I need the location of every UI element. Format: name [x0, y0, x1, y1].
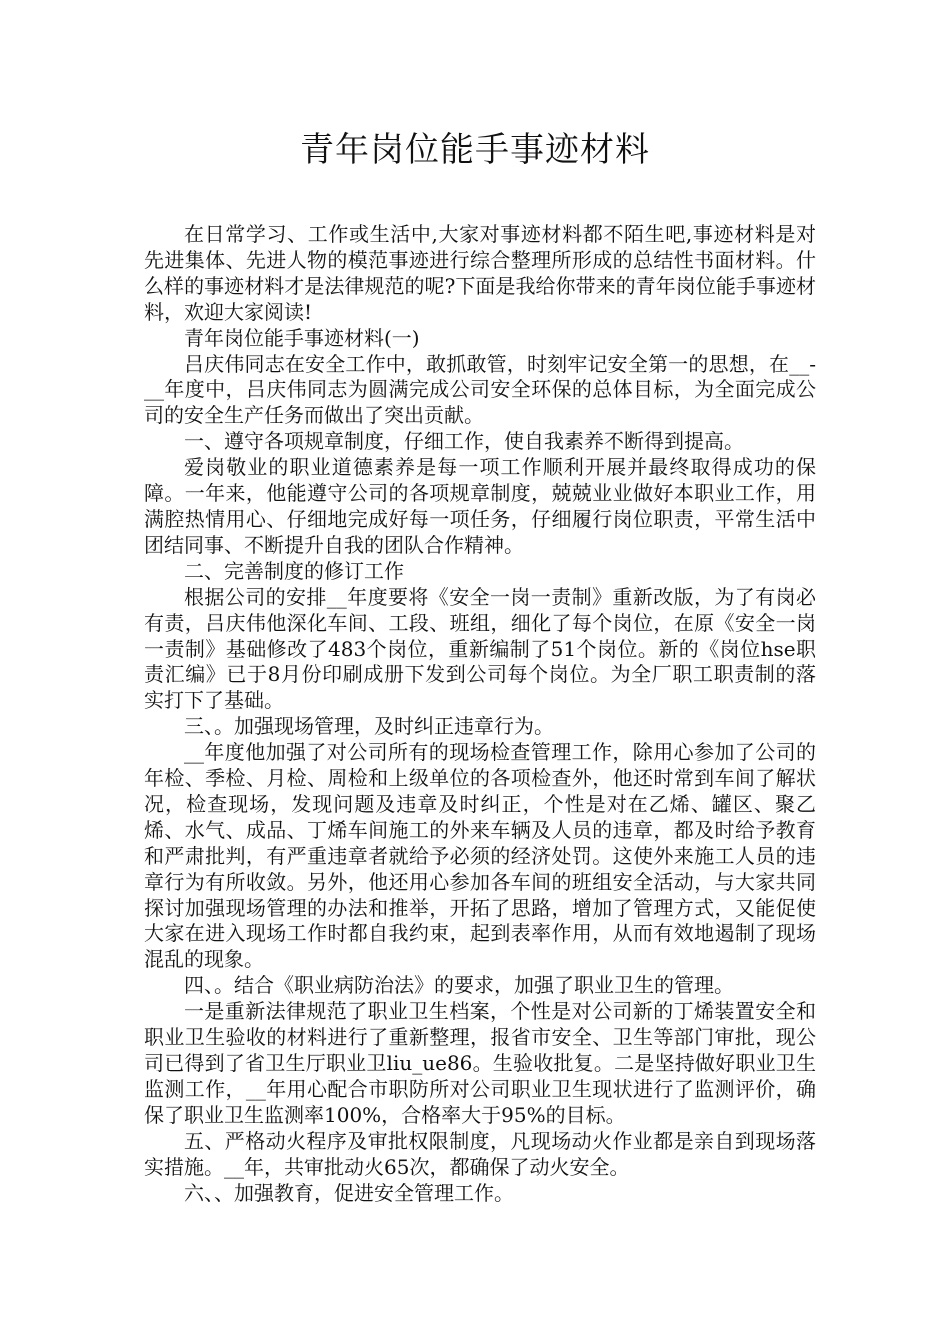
paragraph-intro: 在日常学习、工作或生活中,大家对事迹材料都不陌生吧,事迹材料是对先进集体、先进人物的模范事迹进行综合整理所形成的总结性书面材料。什么样的事迹材料才是法律规范的呢?下面是我给你带来的青年岗位能手事迹材料，欢迎大家阅读! — [144, 222, 816, 324]
paragraph-point-4: 一是重新法律规范了职业卫生档案，个性是对公司新的丁烯装置安全和职业卫生验收的材料进行了重新整理，报省市安全、卫生等部门审批，现公司已得到了省卫生厅职业卫liu_ue86。生验收批复。二是坚持做好职业卫生监测工作，__年用心配合市职防所对公司职业卫生现状进行了监测评价，确保了职业卫生监测率100%，合格率大于95%的目标。 — [144, 999, 816, 1127]
document-title: 青年岗位能手事迹材料 — [300, 130, 650, 170]
paragraph-summary: 吕庆伟同志在安全工作中，敢抓敢管，时刻牢记安全第一的思想，在__-__年度中，吕庆伟同志为圆满完成公司安全环保的总体目标，为全面完成公司的安全生产任务而做出了突出贡献。 — [144, 351, 816, 428]
heading-point-6: 六、、加强教育，促进安全管理工作。 — [184, 1180, 514, 1205]
heading-point-2: 二、完善制度的修订工作 — [184, 558, 404, 583]
heading-point-4: 四、。结合《职业病防治法》的要求，加强了职业卫生的管理。 — [184, 973, 734, 998]
heading-point-3: 三、。加强现场管理，及时纠正违章行为。 — [184, 714, 554, 739]
paragraph-point-2: 根据公司的安排__年度要将《安全一岗一责制》重新改版，为了有岗必有责，吕庆伟他深化车间、工段、班组，细化了每个岗位，在原《安全一岗一责制》基础修改了483个岗位，重新编制了51个岗位。新的《岗位hse职责汇编》已于8月份印刷成册下发到公司每个岗位。为全厂职工职责制的落实打下了基础。 — [144, 584, 816, 713]
paragraph-point-5: 五、严格动火程序及审批权限制度，凡现场动火作业都是亲自到现场落实措施。__年，共审批动火65次，都确保了动火安全。 — [144, 1128, 816, 1179]
paragraph-section-title: 青年岗位能手事迹材料(一) — [184, 325, 420, 350]
paragraph-point-3: __年度他加强了对公司所有的现场检查管理工作，除用心参加了公司的年检、季检、月检、周检和上级单位的各项检查外，他还时常到车间了解状况，检查现场，发现问题及违章及时纠正，个性是对在乙烯、罐区、聚乙烯、水气、成品、丁烯车间施工的外来车辆及人员的违章，都及时给予教育和严肃批判，有严重违章者就给予必须的经济处罚。这使外来施工人员的违章行为有所收敛。另外，他还用心参加各车间的班组安全活动，与大家共同探讨加强现场管理的办法和推举，开拓了思路，增加了管理方式，又能促使大家在进入现场工作时都自我约束，起到表率作用，从而有效地遏制了现场混乱的现象。 — [144, 740, 816, 972]
paragraph-point-1: 爱岗敬业的职业道德素养是每一项工作顺利开展并最终取得成功的保障。一年来，他能遵守公司的各项规章制度，兢兢业业做好本职业工作，用满腔热情用心、仔细地完成好每一项任务，仔细履行岗位职责，平常生活中团结同事、不断提升自我的团队合作精神。 — [144, 455, 816, 557]
document-body — [144, 222, 816, 1206]
heading-point-1: 一、遵守各项规章制度，仔细工作，使自我素养不断得到提高。 — [184, 429, 744, 454]
